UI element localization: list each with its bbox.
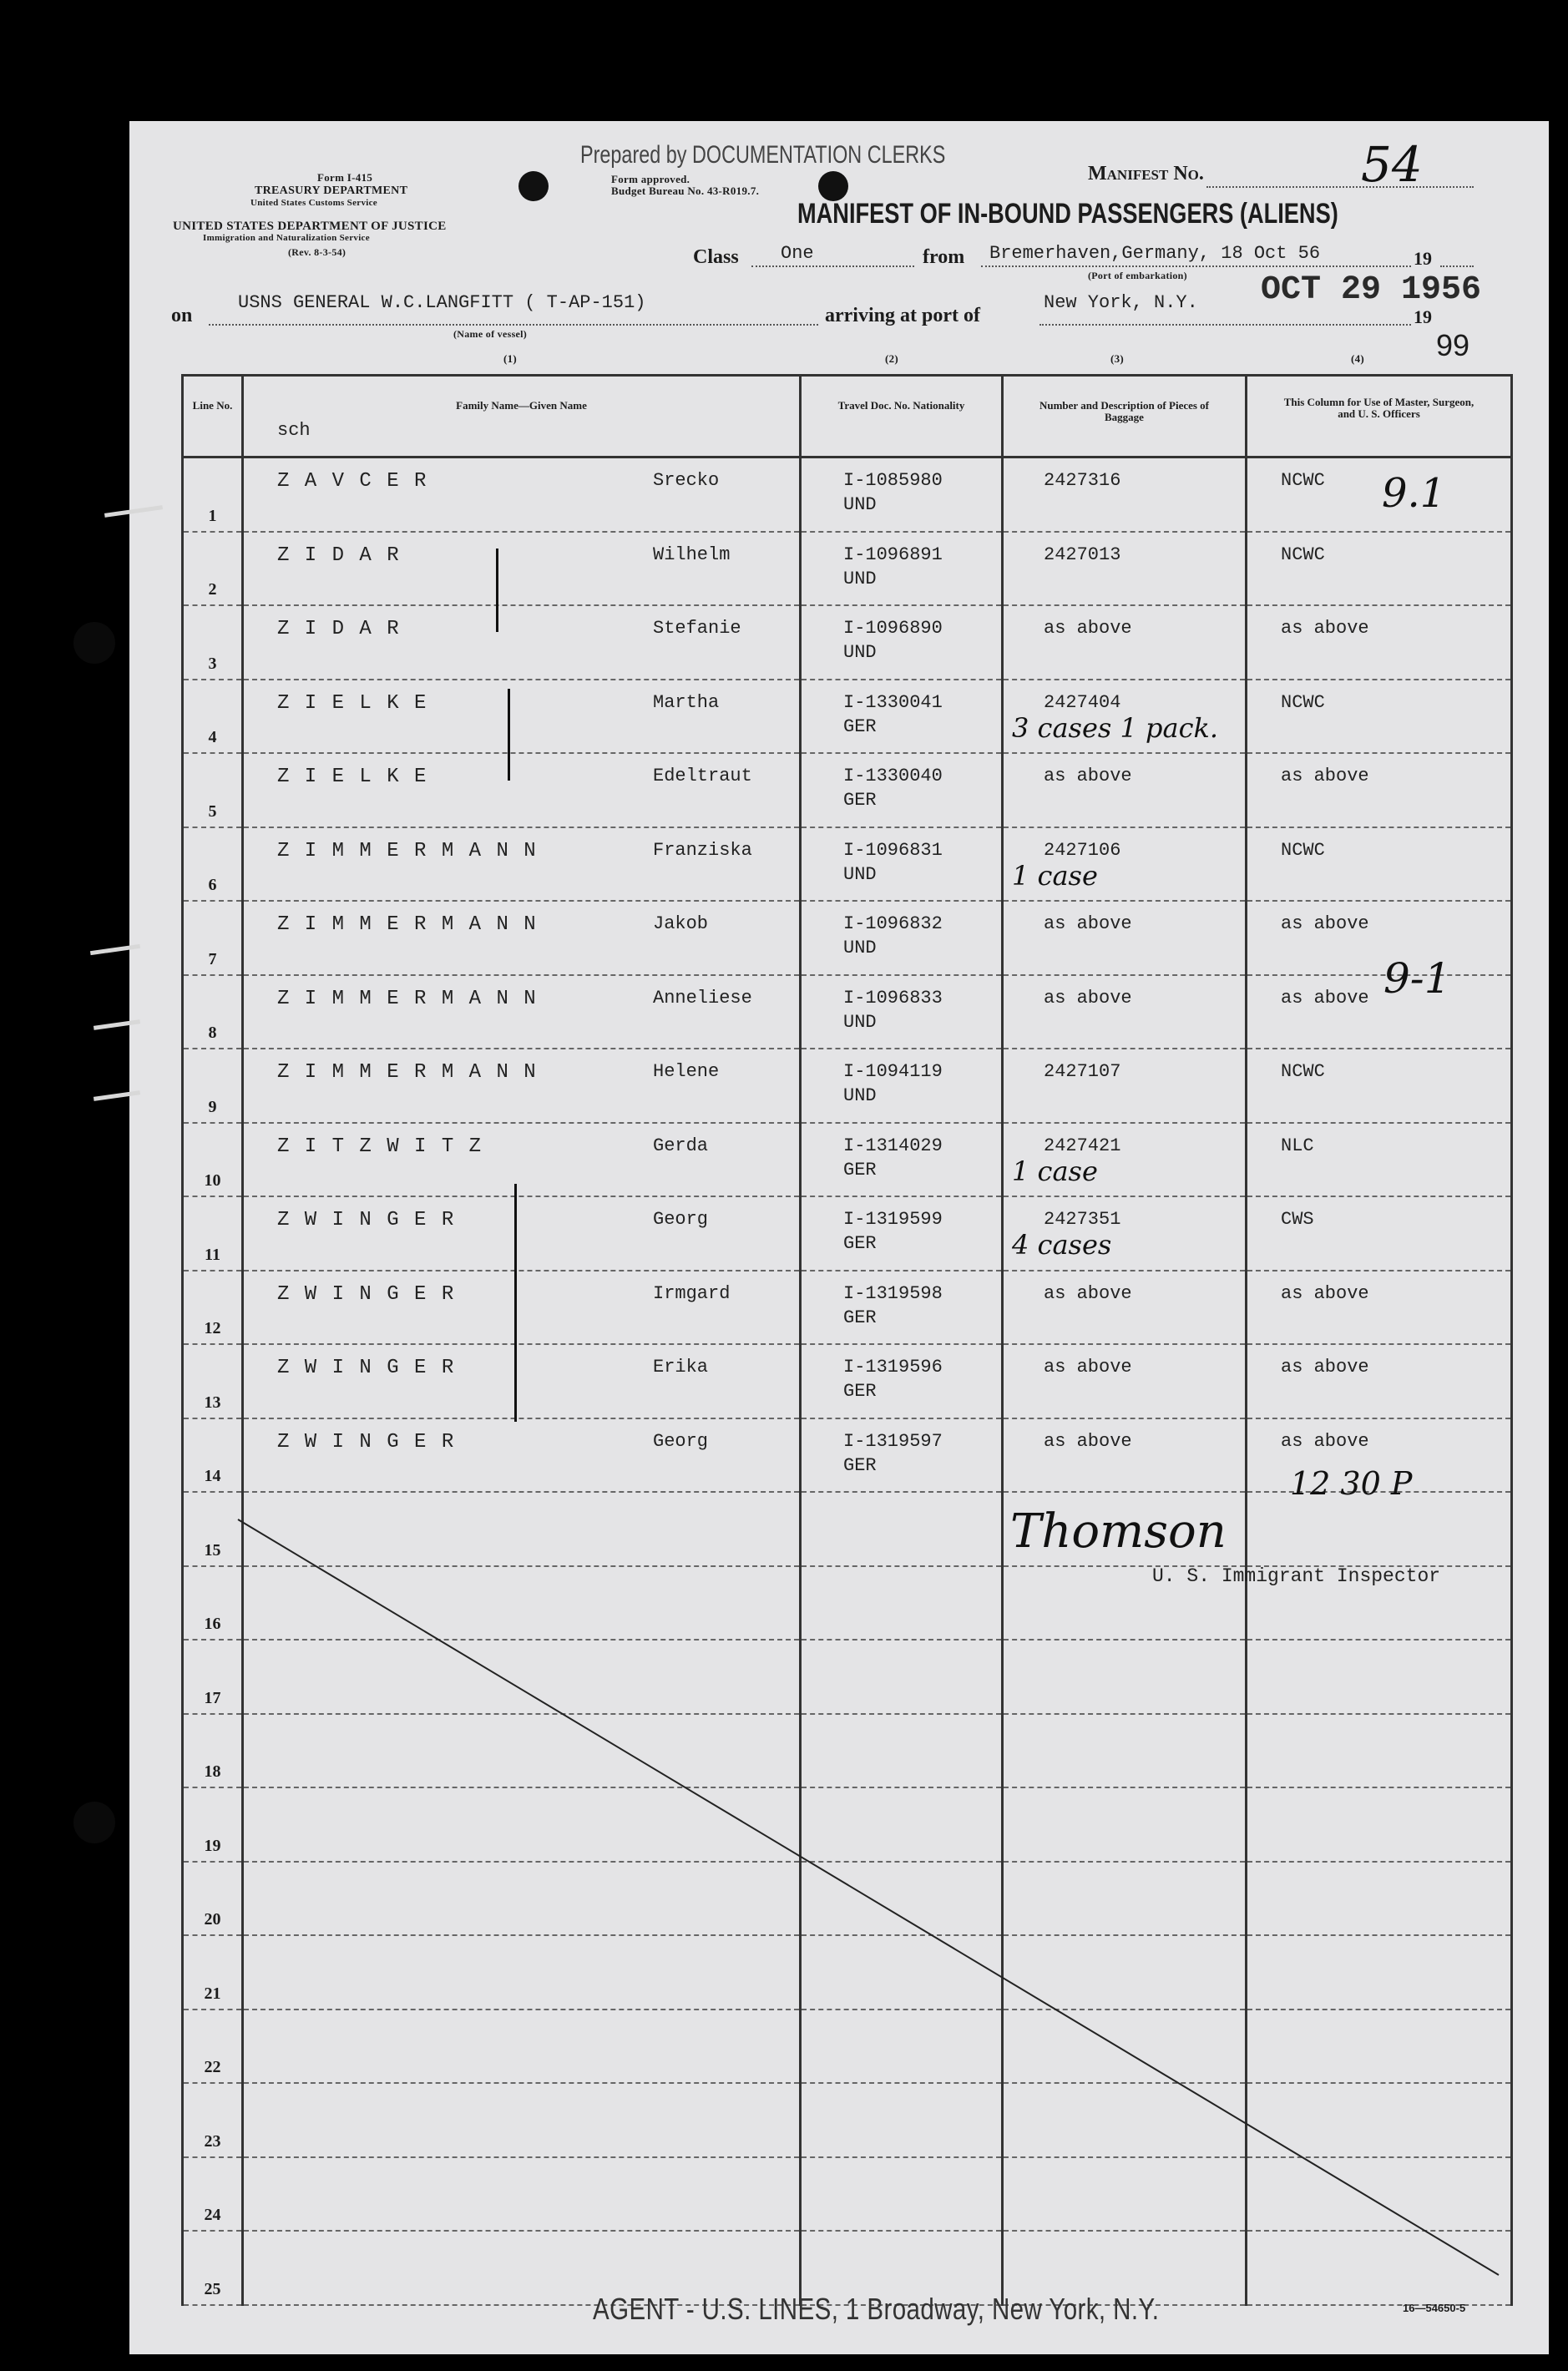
given-name: Stefanie <box>653 618 741 639</box>
line-number: 5 <box>208 801 217 821</box>
travel-doc-number: I-1096832 <box>843 913 943 934</box>
travel-doc-number: I-1319597 <box>843 1430 943 1452</box>
line-number: 11 <box>205 1245 220 1264</box>
agent-stamp: AGENT - U.S. LINES, 1 Broadway, New York, N.Y. <box>593 2292 1160 2326</box>
line-number: 22 <box>204 2058 221 2076</box>
given-name: Srecko <box>653 470 720 491</box>
officer-note: NCWC <box>1281 691 1325 713</box>
family-name: Z A V C E R <box>277 470 428 493</box>
nationality: GER <box>843 790 877 811</box>
ins-name: Immigration and Naturalization Service <box>203 233 370 243</box>
hand-time-note: 12 30 P <box>1290 1465 1413 1502</box>
line-number: 19 <box>204 1836 221 1855</box>
officer-note: NLC <box>1281 1135 1314 1156</box>
nationality: GER <box>843 1307 877 1328</box>
line-number: 13 <box>204 1393 221 1412</box>
arriving-value: New York, N.Y. <box>1044 292 1198 313</box>
baggage-note: 1 case <box>1012 859 1098 892</box>
manifest-sheet <box>129 121 1549 2354</box>
family-name: Z I E L K E <box>277 691 428 715</box>
line-number: 17 <box>204 1688 221 1707</box>
baggage-number: 2427106 <box>1044 839 1121 861</box>
line-number: 16 <box>204 1615 221 1633</box>
travel-doc-number: I-1314029 <box>843 1135 943 1156</box>
travel-doc-number: I-1096833 <box>843 987 943 1009</box>
line-number: 12 <box>204 1319 221 1337</box>
nationality: GER <box>843 1381 877 1402</box>
line-number: 15 <box>204 1540 221 1560</box>
sch-note: sch <box>277 420 311 441</box>
diagonal-cancel-line <box>129 121 1549 2354</box>
line-number: 21 <box>204 1984 221 2003</box>
from-value: Bremerhaven,Germany, 18 Oct 56 <box>989 243 1321 264</box>
header-officers: This Column for Use of Master, Surgeon, and U. S. Officers <box>1247 376 1512 458</box>
inspector-signature: Thomson <box>1010 1504 1227 1559</box>
family-name: Z I M M E R M A N N <box>277 1061 538 1084</box>
nationality: GER <box>843 1159 877 1180</box>
baggage-note: 3 cases 1 pack. <box>1012 711 1219 744</box>
travel-doc-number: I-1330041 <box>843 691 943 713</box>
manifest-number: 54 <box>1361 136 1423 193</box>
baggage-number: 2427013 <box>1044 543 1121 565</box>
family-name: Z W I N G E R <box>277 1282 456 1306</box>
arrival-date-stamp: OCT 29 1956 <box>1261 271 1482 309</box>
line-number: 9 <box>208 1097 217 1116</box>
line-number: 25 <box>204 2279 221 2298</box>
nationality: GER <box>843 1233 877 1254</box>
officer-note: as above <box>1281 1357 1369 1378</box>
punch-hole-icon <box>73 1802 115 1843</box>
given-name: Helene <box>653 1061 720 1082</box>
family-name: Z I E L K E <box>277 766 428 788</box>
given-name: Irmgard <box>653 1282 731 1304</box>
dept-treasury: TREASURY DEPARTMENT <box>255 185 408 197</box>
nationality: UND <box>843 938 877 958</box>
officer-note: NCWC <box>1281 1061 1325 1082</box>
baggage-number: 2427316 <box>1044 470 1121 491</box>
line-number: 8 <box>208 1024 217 1042</box>
family-name: Z I D A R <box>277 618 401 640</box>
travel-doc-number: I-1319598 <box>843 1282 943 1304</box>
header-line-no: Line No. <box>183 376 243 458</box>
class-label: Class <box>693 246 739 268</box>
line-number: 24 <box>204 2206 221 2224</box>
baggage-number: as above <box>1044 618 1132 639</box>
officer-note: as above <box>1281 766 1369 786</box>
line-number: 10 <box>204 1171 221 1190</box>
nationality: UND <box>843 863 877 885</box>
family-name: Z W I N G E R <box>277 1357 456 1379</box>
baggage-number: 2427351 <box>1044 1209 1121 1230</box>
line-number: 4 <box>208 728 217 746</box>
header-baggage: Number and Description of Pieces of Baggage <box>1003 376 1247 458</box>
given-name: Franziska <box>653 839 752 861</box>
vessel-note: (Name of vessel) <box>453 328 528 340</box>
officer-note: as above <box>1281 1430 1369 1452</box>
travel-doc-number: I-1094119 <box>843 1061 943 1082</box>
travel-doc-number: I-1319596 <box>843 1357 943 1378</box>
baggage-number: as above <box>1044 1282 1132 1304</box>
family-name: Z I T Z W I T Z <box>277 1135 483 1158</box>
column-number-1: (1) <box>503 352 518 365</box>
line-number: 2 <box>208 580 217 599</box>
given-name: Jakob <box>653 913 709 934</box>
year-label-2: 19 <box>1414 306 1432 327</box>
baggage-note: 4 cases <box>1012 1229 1112 1261</box>
nationality: UND <box>843 568 877 589</box>
officer-note: as above <box>1281 1282 1369 1304</box>
officer-note: NCWC <box>1281 470 1325 491</box>
form-revision: (Rev. 8-3-54) <box>288 246 346 258</box>
customs-service: United States Customs Service <box>250 198 377 208</box>
baggage-number: 2427107 <box>1044 1061 1121 1082</box>
given-name: Erika <box>653 1357 709 1378</box>
travel-doc-number: I-1096891 <box>843 543 943 565</box>
baggage-number: as above <box>1044 1357 1132 1378</box>
header-name: Family Name—Given Name sch <box>243 376 801 458</box>
family-name: Z W I N G E R <box>277 1430 456 1453</box>
form-number: Form I-415 <box>317 171 373 184</box>
from-label: from <box>923 246 965 268</box>
officer-note: as above <box>1281 987 1369 1009</box>
line-number: 20 <box>204 1910 221 1929</box>
arriving-label: arriving at port of <box>825 305 980 326</box>
given-name: Martha <box>653 691 720 713</box>
print-code: 16—54650-5 <box>1403 2302 1466 2314</box>
line-number: 18 <box>204 1762 221 1781</box>
given-name: Gerda <box>653 1135 709 1156</box>
family-name: Z I M M E R M A N N <box>277 987 538 1010</box>
baggage-number: 2427421 <box>1044 1135 1121 1156</box>
budget-bureau: Budget Bureau No. 43-R019.7. <box>611 185 760 197</box>
officer-note: as above <box>1281 618 1369 639</box>
hand-note-row8: 9-1 <box>1383 954 1451 1003</box>
given-name: Wilhelm <box>653 543 731 565</box>
hand-note-row1: 9.1 <box>1382 470 1446 517</box>
baggage-number: as above <box>1044 1430 1132 1452</box>
given-name: Anneliese <box>653 987 752 1009</box>
baggage-note: 1 case <box>1012 1155 1098 1187</box>
punch-hole-icon <box>73 622 115 664</box>
officer-note: NCWC <box>1281 543 1325 565</box>
line-number: 14 <box>204 1467 221 1485</box>
dept-justice: UNITED STATES DEPARTMENT OF JUSTICE <box>173 220 447 233</box>
inspector-title: U. S. Immigrant Inspector <box>1152 1565 1441 1587</box>
column-number-3: (3) <box>1110 352 1125 365</box>
officer-note: CWS <box>1281 1209 1314 1230</box>
port-embark-note: (Port of embarkation) <box>1088 270 1187 281</box>
year-label-1: 19 <box>1414 248 1432 269</box>
family-name: Z W I N G E R <box>277 1209 456 1231</box>
class-value: One <box>781 243 814 264</box>
manifest-label: Manifest No. <box>1088 163 1204 185</box>
travel-doc-number: I-1096890 <box>843 618 943 639</box>
column-number-2: (2) <box>885 352 899 365</box>
baggage-number: as above <box>1044 766 1132 786</box>
vessel-value: USNS GENERAL W.C.LANGFITT ( T-AP-151) <box>238 292 646 313</box>
family-name: Z I M M E R M A N N <box>277 913 538 936</box>
header-travel-doc: Travel Doc. No. Nationality <box>801 376 1003 458</box>
family-name: Z I D A R <box>277 543 401 567</box>
baggage-number: as above <box>1044 987 1132 1009</box>
on-label: on <box>171 305 193 326</box>
baggage-number: 2427404 <box>1044 691 1121 713</box>
form-approved: Form approved. <box>611 173 690 185</box>
page-number: 99 <box>1436 328 1470 362</box>
nationality: GER <box>843 715 877 737</box>
officer-note: NCWC <box>1281 839 1325 861</box>
line-number: 1 <box>208 506 217 525</box>
nationality: GER <box>843 1454 877 1476</box>
page-title: MANIFEST OF IN-BOUND PASSENGERS (ALIENS) <box>797 198 1338 230</box>
travel-doc-number: I-1319599 <box>843 1209 943 1230</box>
column-number-4: (4) <box>1351 352 1365 365</box>
nationality: UND <box>843 494 877 515</box>
travel-doc-number: I-1085980 <box>843 470 943 491</box>
line-number: 6 <box>208 876 217 894</box>
given-name: Georg <box>653 1430 709 1452</box>
given-name: Georg <box>653 1209 709 1230</box>
line-number: 7 <box>208 949 217 968</box>
nationality: UND <box>843 1011 877 1033</box>
given-name: Edeltraut <box>653 766 752 786</box>
nationality: UND <box>843 1085 877 1106</box>
baggage-number: as above <box>1044 913 1132 934</box>
family-name: Z I M M E R M A N N <box>277 839 538 862</box>
line-number: 23 <box>204 2131 221 2151</box>
line-number: 3 <box>208 654 217 673</box>
travel-doc-number: I-1330040 <box>843 766 943 786</box>
travel-doc-number: I-1096831 <box>843 839 943 861</box>
officer-note: as above <box>1281 913 1369 934</box>
documentation-clerks-stamp: Prepared by DOCUMENTATION CLERKS <box>580 141 946 169</box>
nationality: UND <box>843 642 877 663</box>
